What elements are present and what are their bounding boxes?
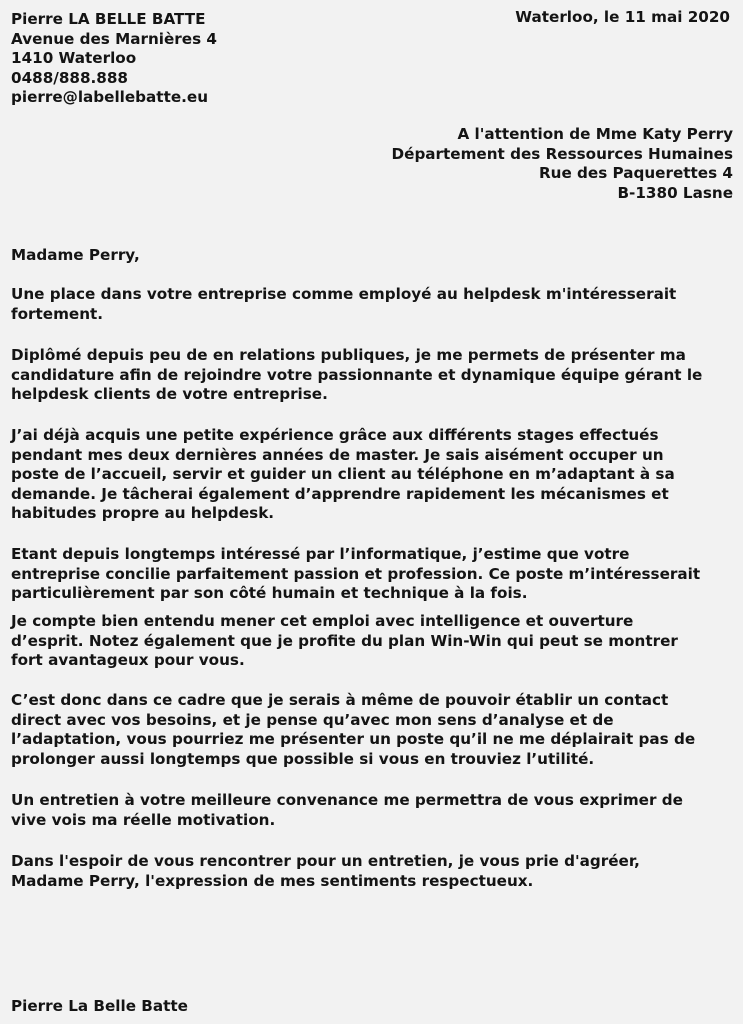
paragraph-line: Etant depuis longtemps intéressé par l’informatique, j’estime que votre xyxy=(11,545,630,563)
paragraph-line: Un entretien à votre meilleure convenance me permettra de vous exprimer de xyxy=(11,791,683,809)
paragraph-line: d’esprit. Notez également que je profite du plan Win-Win qui peut se montrer xyxy=(11,631,678,650)
paragraph-line: pendant mes deux dernières années de master. Je sais aisément occuper un xyxy=(11,445,664,464)
paragraph-line: demande. Je tâcherai également d’apprendre rapidement les mécanismes et xyxy=(11,484,669,503)
paragraph-line: fortement. xyxy=(11,304,104,323)
paragraph-line: Une place dans votre entreprise comme employé au helpdesk m'intéresserait xyxy=(11,285,677,303)
salutation-line: Madame Perry, xyxy=(11,246,140,264)
paragraph-line: habitudes propre au helpdesk. xyxy=(11,504,275,522)
paragraph-6 xyxy=(11,691,736,769)
sender-city: 1410 Waterloo xyxy=(11,49,137,67)
recipient-department: Département des Ressources Humaines xyxy=(391,144,733,163)
paragraph-line: vive vois ma réelle motivation. xyxy=(11,810,276,829)
sender-phone: 0488/888.888 xyxy=(11,68,128,87)
sender-block xyxy=(11,10,217,108)
paragraph-2 xyxy=(11,346,736,405)
recipient-block xyxy=(392,125,733,203)
paragraph-line: Diplômé depuis peu de en relations publiques, je me permets de présenter ma xyxy=(11,346,686,364)
letter-date: Waterloo, le 11 mai 2020 xyxy=(515,8,730,26)
paragraph-line: Dans l'espoir de vous rencontrer pour un entretien, je vous prie d'agréer, xyxy=(11,852,640,870)
paragraph-8 xyxy=(11,852,736,891)
paragraph-line: l’adaptation, vous pourriez me présenter un poste qu’il ne me déplairait pas de xyxy=(11,730,696,748)
paragraph-line: helpdesk clients de votre entreprise. xyxy=(11,385,328,403)
paragraph-line: J’ai déjà acquis une petite expérience grâce aux différents stages effectués xyxy=(11,426,659,444)
paragraph-line: candidature afin de rejoindre votre passionnante et dynamique équipe gérant le xyxy=(11,365,703,384)
salutation xyxy=(11,246,736,266)
paragraph-1 xyxy=(11,285,736,324)
sender-name: Pierre LA BELLE BATTE xyxy=(11,10,206,28)
paragraph-line: C’est donc dans ce cadre que je serais à même de pouvoir établir un contact xyxy=(11,691,669,709)
sender-email: pierre@labellebatte.eu xyxy=(11,88,209,106)
paragraph-5 xyxy=(11,612,736,671)
paragraph-7 xyxy=(11,791,736,830)
paragraph-line: particulièrement par son côté humain et technique à la fois. xyxy=(11,584,528,602)
recipient-attention: A l'attention de Mme Katy Perry xyxy=(457,125,733,143)
recipient-city: B-1380 Lasne xyxy=(617,183,733,202)
paragraph-3 xyxy=(11,426,736,524)
paragraph-line: poste de l’accueil, servir et guider un client au téléphone en m’adaptant à sa xyxy=(11,465,675,483)
paragraph-line: fort avantageux pour vous. xyxy=(11,651,245,669)
paragraph-4 xyxy=(11,545,736,604)
paragraph-line: Je compte bien entendu mener cet emploi avec intelligence et ouverture xyxy=(11,612,634,630)
paragraph-line: entreprise concilie parfaitement passion et profession. Ce poste m’intéresserait xyxy=(11,564,701,583)
sender-street: Avenue des Marnières 4 xyxy=(11,29,217,48)
paragraph-line: Madame Perry, l'expression de mes sentiments respectueux. xyxy=(11,871,534,890)
signature: Pierre La Belle Batte xyxy=(11,997,188,1015)
recipient-street: Rue des Paquerettes 4 xyxy=(538,164,733,182)
paragraph-line: prolonger aussi longtemps que possible si vous en trouviez l’utilité. xyxy=(11,749,595,768)
paragraph-line: direct avec vos besoins, et je pense qu’avec mon sens d’analyse et de xyxy=(11,710,614,729)
